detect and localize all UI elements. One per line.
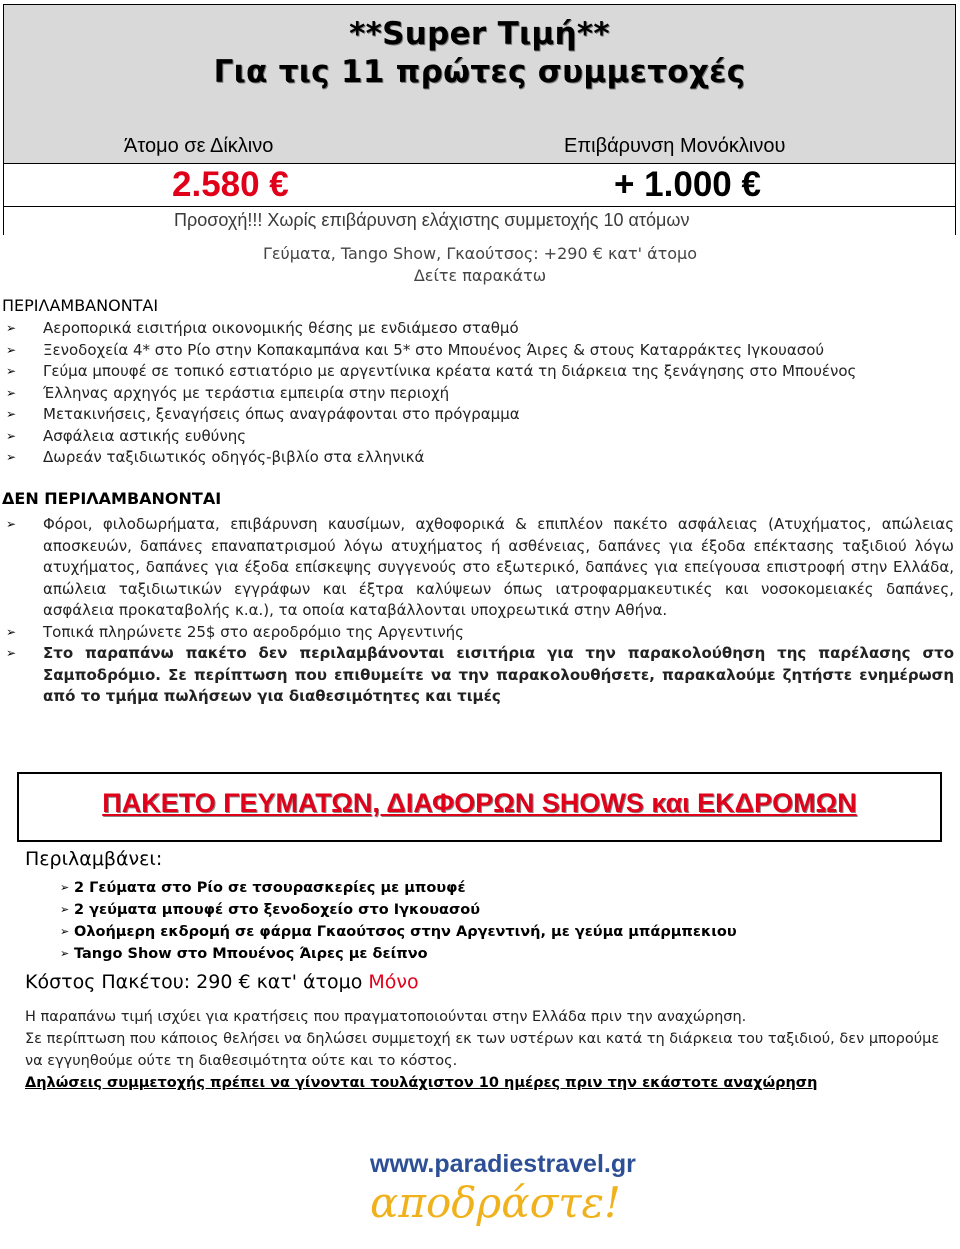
package-title-box — [17, 772, 942, 842]
package-cost-only: Μόνο — [368, 971, 419, 993]
logo-slogan: αποδράστε! — [370, 1178, 621, 1227]
price-table — [3, 4, 956, 235]
arrow-bullet-icon: ➢ — [60, 881, 70, 894]
arrow-bullet-icon: ➢ — [6, 407, 17, 421]
package-deadline-note: Δηλώσεις συμμετοχής πρέπει να γίνονται τουλάχιστον 10 ημέρες πριν την εκάστοτε αναχώρηση — [25, 1075, 818, 1091]
package-title: ΠΑΚΕΤΟ ΓΕΥΜΑΤΩΝ, ΔΙΑΦΟΡΩΝ SHOWS και ΕΚΔΡΟΜΩΝ — [102, 788, 857, 818]
arrow-bullet-icon: ➢ — [6, 624, 17, 639]
price-values-row — [3, 164, 956, 207]
list-item: ➢ Στο παραπάνω πακέτο δεν περιλαμβάνονται εισιτήρια για την παρακολούθηση της παρέλασης στο Σαμποδρόμιο. Σε περίπτωση που επιθυμείτε να την παρακολουθήσετε, παρακαλούμε ζητήστε ενημέρωση από το τμήμα πωλήσεων για διαθεσιμότητες και τιμές — [6, 644, 954, 705]
arrow-bullet-icon: ➢ — [6, 364, 17, 378]
arrow-bullet-icon: ➢ — [60, 925, 70, 938]
package-cost-label: Κόστος Πακέτου: 290 € κατ' άτομο — [25, 971, 363, 993]
list-item: ➢ Αεροπορικά εισιτήρια οικονομικής θέσης με ενδιάμεσο σταθμό — [0, 318, 958, 340]
single-supplement-label: Επιβάρυνση Μονόκλινου — [564, 135, 786, 157]
list-item: ➢ Μετακινήσεις, ξεναγήσεις όπως αναγράφονται στο πρόγραμμα — [0, 404, 958, 426]
included-list — [0, 318, 958, 469]
package-cost — [25, 971, 419, 993]
list-item: ➢ 2 γεύματα μπουφέ στο ξενοδοχείο στο Ιγκουασού — [60, 899, 737, 921]
arrow-bullet-icon: ➢ — [60, 947, 70, 960]
list-item: ➢ Ασφάλεια αστικής ευθύνης — [0, 426, 958, 448]
attention-row — [3, 207, 956, 235]
arrow-bullet-icon: ➢ — [6, 517, 17, 531]
not-included-heading: ΔΕΝ ΠΕΡΙΛΑΜΒΑΝΟΝΤΑΙ — [2, 489, 222, 508]
meals-note: Γεύματα, Tango Show, Γκαούτσος: +290 € κατ' άτομο — [262, 244, 698, 263]
package-notes — [25, 1006, 945, 1094]
double-room-price: 2.580 € — [172, 165, 289, 204]
arrow-bullet-icon: ➢ — [6, 428, 17, 443]
attention-note: Προσοχή!!! Χωρίς επιβάρυνση ελάχιστης συμμετοχής 10 ατόμων — [174, 210, 690, 230]
arrow-bullet-icon: ➢ — [6, 450, 17, 464]
arrow-bullet-icon: ➢ — [6, 646, 17, 660]
offer-title: **Super Τιμή** — [349, 16, 610, 52]
offer-subtitle: Για τις 11 πρώτες συμμετοχές — [213, 54, 746, 90]
logo-url: www.paradiestravel.gr — [370, 1150, 636, 1178]
package-note: Η παραπάνω τιμή ισχύει για κρατήσεις που πραγματοποιούνται στην Ελλάδα πριν την αναχώρηση. — [25, 1009, 747, 1025]
package-list — [60, 877, 737, 965]
single-supplement-price: + 1.000 € — [614, 165, 761, 204]
not-included-list — [0, 514, 958, 708]
offer-header — [3, 4, 956, 130]
price-labels-row — [3, 129, 956, 164]
see-below-note: Δείτε παρακάτω — [413, 266, 547, 285]
list-item: ➢ Έλληνας αρχηγός με τεράστια εμπειρία στην περιοχή — [0, 383, 958, 405]
list-item: ➢ Ξενοδοχεία 4* στο Ρίο στην Κοπακαμπάνα και 5* στο Μπουένος Άιρες & στους Καταρράκτες Ιγκουασού — [0, 340, 958, 362]
package-includes-label: Περιλαμβάνει: — [25, 848, 163, 870]
arrow-bullet-icon: ➢ — [6, 321, 17, 335]
list-item: ➢ 2 Γεύματα στο Ρίο σε τσουρασκερίες με μπουφέ — [60, 877, 737, 899]
list-item: ➢ Γεύμα μπουφέ σε τοπικό εστιατόριο με αργεντίνικα κρέατα κατά τη διάρκεια της ξενάγησης στο Μπουένος — [0, 361, 958, 383]
arrow-bullet-icon: ➢ — [60, 903, 70, 916]
package-note: Σε περίπτωση που κάποιος θελήσει να δηλώσει συμμετοχή εκ των υστέρων και κατά τη διάρκεια του ταξιδιού, δεν μπορούμε να εγγυηθούμε ούτε τη διαθεσιμότητα ούτε και το κόστος. — [25, 1031, 940, 1069]
list-item: ➢ Τοπικά πληρώνετε 25$ στο αεροδρόμιο της Αργεντινής — [0, 622, 958, 644]
list-item: ➢ Tango Show στο Μπουένος Άιρες με δείπνο — [60, 943, 737, 965]
list-item: ➢ Φόροι, φιλοδωρήματα, επιβάρυνση καυσίμων, αχθοφορικά & επιπλέον πακέτο ασφάλειας (Ατυχήματος, απώλειας αποσκευών, δαπάνες επαναπατρισμού λόγω ατυχήματος ή ασθένειας, δαπάνες για έξοδα επέκτασης ταξιδιού λόγω ατυχήματος, δαπάνες για έξοδα επίσκεψης συγγενούς στο εξωτερικό, δαπάνες για επείγουσα επιστροφή στην Ελλάδα, απώλεια ταξιδιωτικών εγγράφων και έξτρα καλύψεων όπως ιατροφαρμακευτικές και νοσοκομειακές δαπάνες, ασφάλεια προκαταβολής κ.α.), τα οποία καταβάλλονται υποχρεωτικά στην Αθήνα. — [6, 515, 954, 619]
list-item: ➢ Δωρεάν ταξιδιωτικός οδηγός-βιβλίο στα ελληνικά — [0, 447, 958, 469]
included-heading: ΠΕΡΙΛΑΜΒΑΝΟΝΤΑΙ — [2, 296, 159, 315]
double-room-label: Άτομο σε Δίκλινο — [124, 135, 274, 157]
list-item: ➢ Ολοήμερη εκδρομή σε φάρμα Γκαούτσος στην Αργεντινή, με γεύμα μπάρμπεκιου — [60, 921, 737, 943]
paradies-travel-logo — [360, 1150, 636, 1245]
arrow-bullet-icon: ➢ — [6, 385, 17, 400]
arrow-bullet-icon: ➢ — [6, 342, 17, 357]
